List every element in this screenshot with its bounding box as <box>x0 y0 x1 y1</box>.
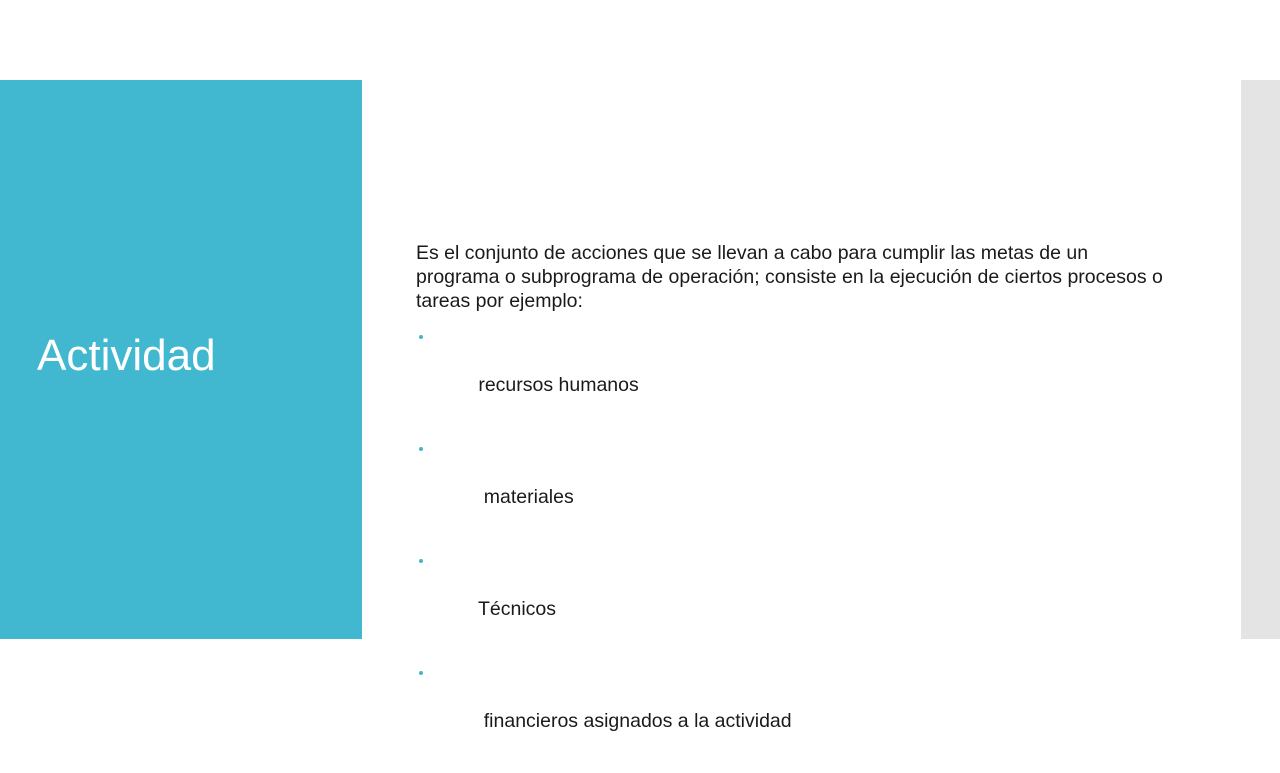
bullet-text: financieros asignados a la actividad <box>478 710 792 732</box>
list-item <box>416 325 1176 421</box>
bullet-list <box>416 325 1176 757</box>
intro-paragraph: Es el conjunto de acciones que se llevan a cabo para cumplir las metas de un programa o subprograma de operación; consiste en la ejecución de ciertos procesos o tareas por ejemplo: <box>416 242 1163 312</box>
list-item <box>416 549 1176 645</box>
right-decorative-bar <box>1241 80 1280 639</box>
bullet-text: Técnicos <box>478 598 557 620</box>
list-item <box>416 437 1176 533</box>
slide-title: Actividad <box>37 331 216 380</box>
bullet-icon <box>419 335 423 339</box>
slide-content <box>416 241 1176 773</box>
bullet-text: materiales <box>478 486 574 508</box>
list-item <box>416 661 1176 757</box>
bullet-icon <box>419 559 423 563</box>
bullet-icon <box>419 447 423 451</box>
bullet-icon <box>419 671 423 675</box>
bullet-text: recursos humanos <box>478 374 639 396</box>
